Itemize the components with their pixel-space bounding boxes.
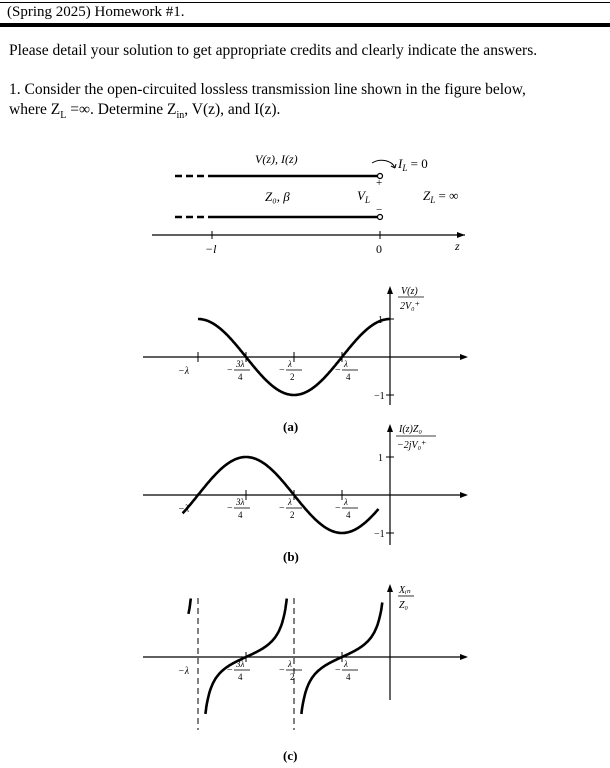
label-zl: $Z_L$ = ∞ (423, 188, 459, 205)
label-il: $I_L = 0$ (398, 156, 428, 173)
plot-a-label-l4-den: 4 (346, 372, 351, 382)
plot-c-ylabel-num: Xᵢₙ (399, 585, 411, 596)
problem-line2-b: =∞. Determine Z (66, 101, 177, 118)
label-plus: + (376, 177, 383, 189)
plot-a-label-3l4-den: 4 (238, 372, 243, 382)
plot-a-label-3l4-minus: − (227, 365, 233, 376)
label-minus-l: −l (205, 242, 217, 256)
sub-l: L (60, 110, 67, 122)
sub-in: in (176, 110, 185, 122)
problem-line2-c: , V(z), and I(z). (184, 101, 281, 118)
plot-c-label-l2-den: 2 (290, 672, 295, 682)
plot-a-label-3l4-num: 3λ (236, 359, 245, 369)
plot-b-label-l2-den: 2 (290, 510, 295, 520)
plot-a-y-neg: −1 (374, 391, 385, 402)
plot-b-label-minus-lambda: −λ (178, 504, 190, 515)
problem-number: 1. (9, 81, 21, 98)
plot-a-y-arrow (387, 286, 393, 294)
transmission-line-diagram (152, 160, 465, 239)
plot-c-label-minus-lambda: −λ (178, 666, 190, 677)
label-vl: $V_L$ (357, 188, 370, 205)
x-tick-labels (178, 359, 358, 682)
plot-b-label-l2-minus: − (279, 503, 285, 514)
plot-a-x-arrow (460, 354, 468, 360)
plot-a-y-pos: 1 (378, 315, 383, 326)
plot-b-label-l4-num: λ (344, 497, 348, 507)
plot-a-label-l2-num: λ (288, 359, 292, 369)
plot-c-label-l4-den: 4 (346, 672, 351, 682)
plot-a-ylabel-den: 2V₀⁺ (400, 301, 420, 312)
plot-c-curve (188, 599, 382, 715)
plot-b-label-l4-den: 4 (346, 510, 351, 520)
plot-c-label-l4-num: λ (344, 659, 348, 669)
plot-a-label-l4-num: λ (344, 359, 348, 369)
label-z: z (455, 239, 460, 253)
problem-line1: Consider the open-circuited lossless transmission line shown in the figure below, (24, 81, 526, 98)
plot-b-label-l4-minus: − (335, 503, 341, 514)
plot-b-ylabel-den: −2jV₀⁺ (397, 440, 427, 451)
plot-b-y-neg: −1 (374, 529, 385, 540)
plot-c-label-l2-minus: − (279, 665, 285, 676)
plot-c-label-3l4-den: 4 (238, 672, 243, 682)
instructions: Please detail your solution to get appropriate credits and clearly indicate the answers. (9, 42, 538, 59)
label-zero: 0 (376, 242, 382, 256)
plot-b-y-arrow (387, 424, 393, 432)
plot-b-label-l2-num: λ (288, 497, 292, 507)
plot-c-label-3l4-num: 3λ (236, 659, 245, 669)
plot-b-caption: (b) (283, 549, 299, 564)
plot-b-x-arrow (460, 492, 468, 498)
problem-line2-a: where Z (9, 101, 61, 118)
plot-c-ylabel-den: Z₀ (399, 600, 409, 611)
plot-a-label-l4-minus: − (335, 365, 341, 376)
page-title: (Spring 2025) Homework #1. (7, 4, 185, 20)
plot-b-y-pos: 1 (378, 453, 383, 464)
plot-c (143, 584, 468, 730)
plot-c-label-3l4-minus: − (227, 665, 233, 676)
plot-b-label-3l4-den: 4 (238, 510, 243, 520)
plot-a-label-l2-den: 2 (290, 372, 295, 382)
plot-a-label-l2-minus: − (279, 365, 285, 376)
plot-a-caption: (a) (283, 419, 299, 434)
z-axis-arrowhead (457, 232, 465, 238)
plot-a-ylabel-num: V(z) (401, 286, 418, 297)
plot-c-caption: (c) (283, 748, 298, 763)
plot-b-ylabel-num: I(z)Z₀ (399, 424, 422, 435)
plot-c-label-l4-minus: − (335, 665, 341, 676)
current-arrow-arc (372, 160, 395, 168)
label-minus: − (376, 204, 383, 216)
plot-b-label-3l4-num: 3λ (236, 497, 245, 507)
plot-b-label-3l4-minus: − (227, 503, 233, 514)
plot-c-x-arrow (460, 654, 468, 660)
plot-c-label-l2-num: λ (288, 659, 292, 669)
label-vz-iz: V(z), I(z) (255, 152, 298, 166)
plot-c-y-arrow (387, 584, 393, 592)
plot-a-label-minus-lambda: −λ (178, 366, 190, 377)
label-z0-beta: Z₀, β (265, 189, 290, 204)
